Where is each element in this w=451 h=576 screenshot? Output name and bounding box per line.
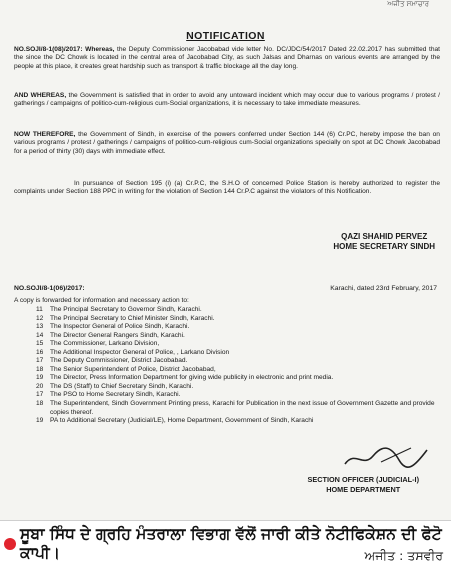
section-officer-block [308,475,419,494]
torn-header-fragment: ਅਜੀਤ ਸਮਾਚਾਰ [387,0,429,8]
and-whereas-text: the Government is satisfied that in order to avoid any untoward incident which may occur due to various programs / protest / gatherings / campaigns of politico-cum-religious cum-Social organizations, it is necessary to take immediate measures. [14,92,440,108]
signature-scribble [341,442,431,472]
list-item: 13 The Inspector General of Police Sindh, Karachi. [36,323,190,331]
list-item: 18 The Superintendent, Sindh Government Printing press, Karachi for Publication in the next issue of Government Gazette and provide copies thereof. [36,400,435,416]
reference-number: NO.SOJI/8-1(08)/2017: [14,46,83,53]
signatory-block [333,232,435,252]
list-item: 12 The Principal Secretary to Chief Minister Sindh, Karachi. [36,314,215,322]
date-line: Karachi, dated 23rd February, 2017 [330,285,437,292]
and-whereas-lead: AND WHEREAS, [14,92,67,99]
recipient-list [36,306,436,426]
now-therefore-text: the Government of Sindh, in exercise of the powers conferred under Section 144 (6) Cr.PC, hereby impose the ban on various programs / protest / gatherings / campaigns of politico-cum-religious cum-Social organizations specially on spot at DC Chowk Jacobabad for a period of thirty (30) days with immediate effect. [14,131,440,155]
photo-caption [0,520,451,576]
paragraph-whereas [14,46,440,71]
caption-text: ਸੂਬਾ ਸਿੰਧ ਦੇ ਗ੍ਰਹਿ ਮੰਤਰਾਲਾ ਵਿਭਾਗ ਵੱਲੋਂ ਜਾਰੀ ਕੀਤੇ ਨੋਟੀਫਿਕੇਸ਼ਨ ਦੀ ਫੋਟੋ ਕਾਪੀ। [20,525,442,562]
department-name: HOME DEPARTMENT [326,484,401,494]
whereas-lead: Whereas, [85,46,115,53]
forwarding-reference: NO.SOJI/8-1(06)/2017: [14,285,85,292]
forward-intro: A copy is forwarded for information and necessary action to: [14,297,189,304]
notification-title: NOTIFICATION [186,30,265,42]
list-item: 17 The Deputy Commissioner, District Jacobabad. [36,357,188,365]
whereas-text: the Deputy Commissioner Jacobabad vide letter No. DC/JDC/54/2017 Dated 22.02.2017 has submitted that the since the DC Chowk is located in the central area of Jacobabad City, as such Jalsas and Dharnas on various events are arranged by the people at this place, it creates great hardship such as transport & traffic blockage all the day long. [14,46,440,70]
paragraph-now-therefore [14,131,440,156]
list-item: 15 The Commissioner, Larkano Division, [36,340,160,348]
list-item: 19 PA to Additional Secretary (Judicial/LE), Home Department, Government of Sindh, Karachi [36,417,314,425]
section-officer-title: SECTION OFFICER (JUDICIAL-I) [307,475,419,484]
now-therefore-lead: NOW THEREFORE, [14,131,76,138]
red-bullet-icon [4,538,16,550]
paragraph-and-whereas [14,92,440,109]
list-item: 11 The Principal Secretary to Governor Sindh, Karachi. [36,306,202,313]
list-item: 20 The DS (Staff) to Chief Secretary Sindh, Karachi. [36,382,194,390]
photo-credit: ਅਜੀਤ : ਤਸਵੀਰ [364,548,443,563]
signatory-title: HOME SECRETARY SINDH [333,242,435,251]
paragraph-pursuance: In pursuance of Section 195 (i) (a) Cr.P.C, the S.H.O of concerned Police Station is hereby authorized to register the complaints under Section 188 PPC in writing for the violation of Section 144 Cr.P.C against the violators of this Notification. [14,180,440,196]
signatory-name: QAZI SHAHID PERVEZ [341,232,428,241]
list-item: 17 The PSO to Home Secretary Sindh, Karachi. [36,391,181,399]
list-item: 19 The Director, Press Information Department for giving wide publicity in electronic and print media. [36,374,334,382]
list-item: 16 The Additional Inspector General of Police, , Larkano Division [36,348,230,356]
list-item: 18 The Senior Superintendent of Police, District Jacobabad, [36,365,216,373]
list-item: 14 The Director General Rangers Sindh, Karachi. [36,331,185,339]
